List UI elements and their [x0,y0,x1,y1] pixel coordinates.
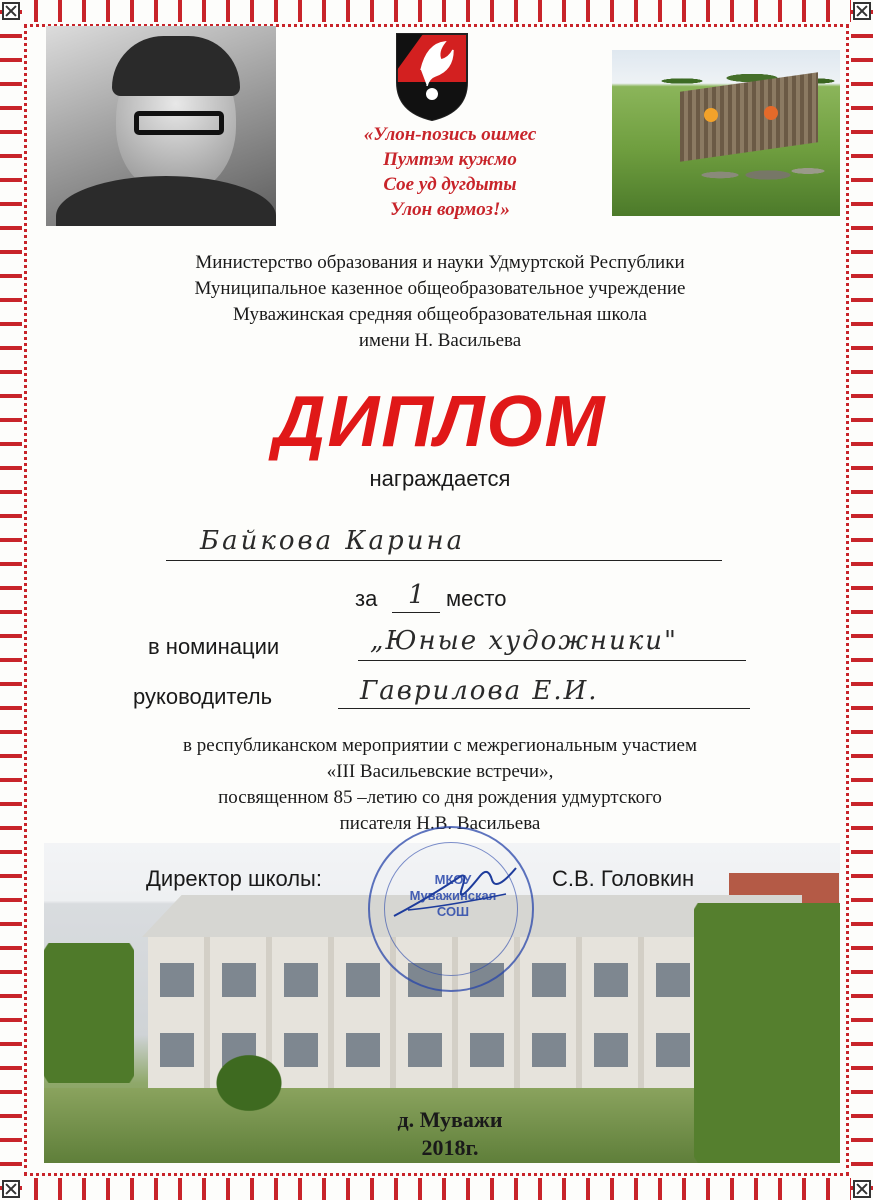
nomination-value: „Юные художники" [370,626,678,656]
place-prefix: за [355,586,378,611]
place-suffix: место [446,586,507,611]
photo-bush [214,1053,284,1113]
event-line: посвященном 85 –летию со дня рождения удмуртского [218,787,662,808]
corner-ornament [2,2,20,20]
director-name: С.В. Головкин [552,866,695,891]
portrait-suit [56,176,276,226]
institution-block [100,250,780,354]
coat-of-arms-emblem [393,30,471,122]
director-label: Директор школы: [146,866,322,891]
place-underline [392,612,440,613]
institution-type: Муниципальное казенное общеобразовательное учреждение [194,278,686,299]
ornament-border-right [851,0,873,1200]
recipient-name: Байкова Карина [200,526,466,556]
event-description [60,733,820,837]
portrait-glasses [134,111,224,135]
stamp-line: Муважинская [409,888,497,903]
place-value: 1 [408,580,425,610]
event-line: в республиканском мероприятии с межрегиональным участием [182,735,698,756]
corner-ornament [2,1180,20,1198]
motto-line: Сое уд дугдыты [383,174,517,195]
institution-school: Муважинская средняя общеобразовательная школа [233,304,647,325]
memorial-spring-photo [612,50,840,216]
awarded-label: награждается [369,466,511,491]
photo-stones [672,155,832,195]
footer-location [360,1106,540,1162]
photo-tree [694,903,840,1163]
footer-village: д. Муважи [397,1107,503,1132]
supervisor-underline [338,708,750,709]
institution-ministry: Министерство образования и науки Удмуртской Республики [195,252,685,273]
corner-ornament [853,2,871,20]
ornament-border-bottom [0,1178,873,1200]
stamp-line: МКОУ [434,872,472,887]
institution-named-after: имени Н. Васильева [358,330,522,351]
ornament-border-top [0,0,873,22]
diploma-title: ДИПЛОМ [273,382,607,462]
corner-ornament [853,1180,871,1198]
writer-portrait-photo [46,26,276,226]
director-signature [388,858,528,928]
event-name: «III Васильевские встречи», [326,761,554,782]
photo-flower [764,106,778,120]
supervisor-value: Гаврилова Е.И. [360,676,599,706]
recipient-underline [166,560,722,561]
motto-line: Пумтэм кужмо [383,149,517,170]
motto-line: «Улон-позись ошмес [363,124,537,145]
motto-line: Улон вормоз!» [390,199,510,220]
ornament-border-left [0,0,22,1200]
stamp-line: СОШ [436,904,470,919]
photo-flower [704,108,718,122]
portrait-hair [112,36,240,96]
footer-year: 2018г. [421,1135,479,1160]
supervisor-label: руководитель [133,684,273,709]
nomination-underline [358,660,746,661]
event-line: писателя Н.В. Васильева [339,813,541,834]
nomination-label: в номинации [148,634,280,659]
motto-block [300,122,600,222]
photo-tree [44,943,134,1083]
